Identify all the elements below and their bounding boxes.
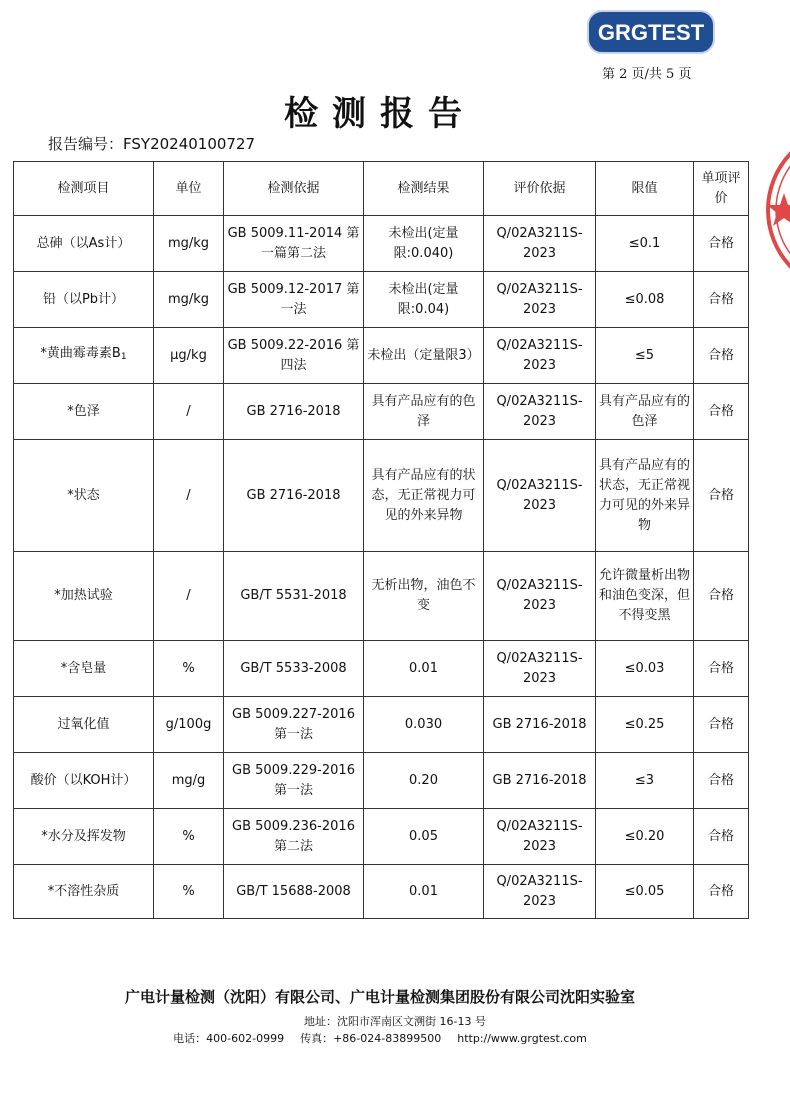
table-row	[14, 697, 749, 753]
cell-item: 总砷（以As计）	[14, 216, 154, 272]
cell-method: GB 2716-2018	[224, 384, 364, 440]
cell-unit: mg/kg	[154, 272, 224, 328]
cell-limit: ≤0.05	[596, 865, 694, 919]
cell-method: GB 5009.227-2016 第一法	[224, 697, 364, 753]
cell-limit: ≤0.08	[596, 272, 694, 328]
column-header: 检测项目	[14, 162, 154, 216]
cell-unit: %	[154, 641, 224, 697]
cell-basis: Q/02A3211S-2023	[484, 216, 596, 272]
cell-result: 0.01	[364, 865, 484, 919]
cell-limit: ≤3	[596, 753, 694, 809]
cell-basis: Q/02A3211S-2023	[484, 641, 596, 697]
column-header: 评价依据	[484, 162, 596, 216]
cell-result: 0.030	[364, 697, 484, 753]
cell-result: 无析出物，油色不变	[364, 552, 484, 641]
cell-method: GB/T 5531-2018	[224, 552, 364, 641]
cell-basis: Q/02A3211S-2023	[484, 440, 596, 552]
cell-item: 酸价（以KOH计）	[14, 753, 154, 809]
cell-item: *色泽	[14, 384, 154, 440]
cell-method: GB 2716-2018	[224, 440, 364, 552]
cell-unit: %	[154, 865, 224, 919]
cell-basis: Q/02A3211S-2023	[484, 809, 596, 865]
footer-fax: 传真：+86-024-83899500	[300, 1032, 442, 1045]
cell-basis: GB 2716-2018	[484, 753, 596, 809]
cell-verdict: 合格	[694, 865, 749, 919]
cell-unit: μg/kg	[154, 328, 224, 384]
cell-basis: Q/02A3211S-2023	[484, 272, 596, 328]
cell-verdict: 合格	[694, 552, 749, 641]
cell-limit: ≤5	[596, 328, 694, 384]
table-row	[14, 328, 749, 384]
cell-unit: /	[154, 552, 224, 641]
cell-result: 未检出(定量限:0.040)	[364, 216, 484, 272]
footer-contact	[0, 1030, 760, 1046]
cell-verdict: 合格	[694, 216, 749, 272]
table-row	[14, 272, 749, 328]
cell-unit: %	[154, 809, 224, 865]
cell-result: 0.05	[364, 809, 484, 865]
cell-item: *加热试验	[14, 552, 154, 641]
cell-limit: ≤0.20	[596, 809, 694, 865]
table-row	[14, 809, 749, 865]
report-number-line	[48, 133, 255, 154]
cell-item: *含皂量	[14, 641, 154, 697]
table-row	[14, 753, 749, 809]
cell-limit: 具有产品应有的色泽	[596, 384, 694, 440]
cell-method: GB/T 15688-2008	[224, 865, 364, 919]
cell-unit: /	[154, 440, 224, 552]
cell-basis: GB 2716-2018	[484, 697, 596, 753]
grgtest-logo	[587, 10, 717, 54]
table-row	[14, 384, 749, 440]
test-results-table	[13, 161, 749, 919]
cell-verdict: 合格	[694, 641, 749, 697]
page-number: 第 2 页/共 5 页	[602, 67, 692, 82]
cell-verdict: 合格	[694, 697, 749, 753]
cell-verdict: 合格	[694, 809, 749, 865]
column-header: 单项评价	[694, 162, 749, 216]
cell-limit: 具有产品应有的状态，无正常视力可见的外来异物	[596, 440, 694, 552]
svg-text:GRGTEST: GRGTEST	[597, 20, 705, 45]
cell-unit: mg/kg	[154, 216, 224, 272]
cell-result: 具有产品应有的色泽	[364, 384, 484, 440]
report-title: 检测报告	[284, 94, 476, 134]
cell-item-text: *黄曲霉毒素B	[40, 346, 121, 361]
cell-method: GB 5009.22-2016 第四法	[224, 328, 364, 384]
cell-method: GB 5009.11-2014 第一篇第二法	[224, 216, 364, 272]
cell-limit: ≤0.25	[596, 697, 694, 753]
cell-limit: 允许微量析出物和油色变深，但不得变黑	[596, 552, 694, 641]
cell-method: GB 5009.229-2016 第一法	[224, 753, 364, 809]
cell-limit: ≤0.03	[596, 641, 694, 697]
column-header: 限值	[596, 162, 694, 216]
cell-result: 具有产品应有的状态，无正常视力可见的外来异物	[364, 440, 484, 552]
cell-method: GB 5009.236-2016 第二法	[224, 809, 364, 865]
cell-verdict: 合格	[694, 384, 749, 440]
column-header: 检测依据	[224, 162, 364, 216]
cell-unit: g/100g	[154, 697, 224, 753]
column-header: 单位	[154, 162, 224, 216]
cell-unit: mg/g	[154, 753, 224, 809]
cell-item-subscript: 1	[120, 352, 127, 362]
cell-basis: Q/02A3211S-2023	[484, 384, 596, 440]
cell-method: GB 5009.12-2017 第一法	[224, 272, 364, 328]
red-seal-stamp-partial	[760, 125, 790, 295]
cell-item: 铅（以Pb计）	[14, 272, 154, 328]
cell-verdict: 合格	[694, 328, 749, 384]
table-row	[14, 552, 749, 641]
footer-website-link[interactable]: http://www.grgtest.com	[457, 1032, 587, 1045]
cell-limit: ≤0.1	[596, 216, 694, 272]
cell-item: *状态	[14, 440, 154, 552]
cell-item: *水分及挥发物	[14, 809, 154, 865]
cell-result: 0.01	[364, 641, 484, 697]
table-row	[14, 641, 749, 697]
cell-result: 0.20	[364, 753, 484, 809]
table-row	[14, 440, 749, 552]
cell-basis: Q/02A3211S-2023	[484, 328, 596, 384]
footer-company: 广电计量检测（沈阳）有限公司、广电计量检测集团股份有限公司沈阳实验室	[124, 988, 635, 1006]
cell-item	[14, 328, 154, 384]
cell-item: 过氧化值	[14, 697, 154, 753]
cell-unit: /	[154, 384, 224, 440]
cell-basis: Q/02A3211S-2023	[484, 865, 596, 919]
table-header-row	[14, 162, 749, 216]
cell-verdict: 合格	[694, 753, 749, 809]
cell-verdict: 合格	[694, 440, 749, 552]
column-header: 检测结果	[364, 162, 484, 216]
report-number-value: FSY20240100727	[123, 135, 256, 153]
cell-item: *不溶性杂质	[14, 865, 154, 919]
table-row	[14, 865, 749, 919]
cell-result: 未检出(定量限:0.04)	[364, 272, 484, 328]
report-number-label: 报告编号：	[48, 135, 124, 153]
cell-basis: Q/02A3211S-2023	[484, 552, 596, 641]
cell-result: 未检出（定量限3）	[364, 328, 484, 384]
footer-address: 地址：沈阳市浑南区文溯街 16-13 号	[304, 1015, 486, 1028]
cell-verdict: 合格	[694, 272, 749, 328]
cell-method: GB/T 5533-2008	[224, 641, 364, 697]
footer-phone: 电话：400-602-0999	[173, 1032, 285, 1045]
table-row	[14, 216, 749, 272]
